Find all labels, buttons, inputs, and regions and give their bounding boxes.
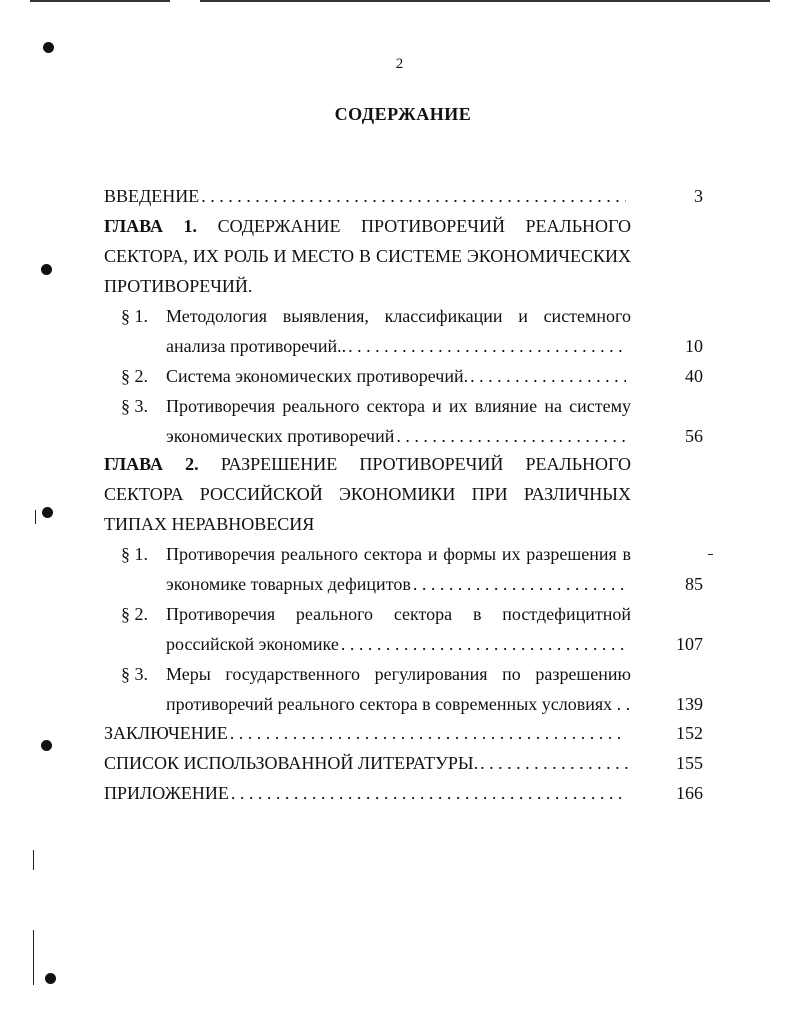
leader-dots [231, 778, 626, 808]
leader-dots [230, 718, 626, 748]
chapter-title-line: РАЗРЕШЕНИЕ ПРОТИВОРЕЧИЙ РЕАЛЬНОГО [220, 454, 631, 474]
toc-section-line: анализа противоречий.. . . . [166, 331, 628, 361]
punch-hole [42, 507, 53, 518]
section-mark: § 1. [121, 544, 148, 564]
toc-section-1-2[interactable]: Система экономических противоречий. . . . [166, 361, 628, 391]
toc-page-number: 40 [685, 366, 703, 386]
leader-dots [341, 629, 626, 659]
toc-page-number: 85 [685, 574, 703, 594]
scan-mark [33, 930, 34, 985]
toc-entry-conclusion[interactable]: ЗАКЛЮЧЕНИЕ . . . [104, 718, 628, 748]
scan-mark [35, 510, 36, 524]
toc-entry-label: ВВЕДЕНИЕ [104, 186, 200, 206]
toc-page-number: 10 [685, 336, 703, 356]
section-mark: § 3. [121, 664, 148, 684]
toc-section-line: российской экономике . . . [166, 629, 628, 659]
leader-dots [470, 361, 626, 391]
page-title: СОДЕРЖАНИЕ [334, 104, 472, 124]
leader-dots [413, 569, 626, 599]
toc-section-line: экономических противоречий . . . [166, 421, 628, 451]
section-mark: § 1. [121, 306, 148, 326]
punch-hole [41, 740, 52, 751]
toc-page-number: 56 [685, 426, 703, 446]
leader-dots [396, 421, 626, 451]
section-mark: § 2. [121, 366, 148, 386]
toc-entry-intro[interactable] [104, 181, 628, 211]
toc-entry-appendix[interactable]: ПРИЛОЖЕНИЕ . . . [104, 778, 628, 808]
toc-section-2-1[interactable]: Противоречия реального сектора и формы их разрешения в [166, 544, 631, 564]
chapter-title-line: СОДЕРЖАНИЕ ПРОТИВОРЕЧИЙ РЕАЛЬНОГО [217, 216, 631, 236]
toc-page-number: 139 [676, 694, 703, 714]
toc-entry-references[interactable]: СПИСОК ИСПОЛЬЗОВАННОЙ ЛИТЕРАТУРЫ. . . . [104, 748, 631, 778]
toc-chapter-2-heading[interactable] [104, 449, 631, 479]
toc-section-line: противоречий реального сектора в современных условиях . . [166, 694, 631, 714]
toc-section-2-3[interactable]: Меры государственного регулирования по разрешению [166, 664, 631, 684]
toc-section-line: экономике товарных дефицитов . . . [166, 569, 628, 599]
page-number: 2 [395, 56, 404, 72]
scan-mark [33, 850, 34, 870]
chapter-prefix: ГЛАВА 1. [104, 216, 198, 236]
toc-section-1-1[interactable]: Методология выявления, классификации и системного [166, 306, 631, 326]
punch-hole [43, 42, 54, 53]
chapter-title-line: СЕКТОРА РОССИЙСКОЙ ЭКОНОМИКИ ПРИ РАЗЛИЧНЫХ [104, 484, 631, 504]
toc-page-number: 155 [676, 753, 703, 773]
section-mark: § 2. [121, 604, 148, 624]
toc-page-number: 107 [676, 634, 703, 654]
leader-dots [201, 181, 626, 211]
toc-section-1-3[interactable]: Противоречия реального сектора и их влияние на систему [166, 396, 631, 416]
chapter-prefix: ГЛАВА 2. [104, 454, 199, 474]
toc-page-number: 152 [676, 723, 703, 743]
leader-dots [348, 331, 626, 361]
chapter-title-line: ТИПАХ НЕРАВНОВЕСИЯ [104, 514, 315, 534]
toc-section-2-2[interactable]: Противоречия реального сектора в постдефицитной [166, 604, 631, 624]
scan-top-rule [30, 0, 770, 4]
toc-page-number: 166 [676, 783, 703, 803]
section-mark: § 3. [121, 396, 148, 416]
toc-chapter-1-heading[interactable] [104, 211, 631, 241]
chapter-title-line: СЕКТОРА, ИХ РОЛЬ И МЕСТО В СИСТЕМЕ ЭКОНОМИЧЕСКИХ [104, 246, 631, 266]
leader-dots [480, 748, 629, 778]
punch-hole [45, 973, 56, 984]
toc-page-number: 3 [694, 186, 703, 206]
chapter-title-line: ПРОТИВОРЕЧИЙ. [104, 276, 253, 296]
punch-hole [41, 264, 52, 275]
scan-mark [708, 554, 713, 555]
